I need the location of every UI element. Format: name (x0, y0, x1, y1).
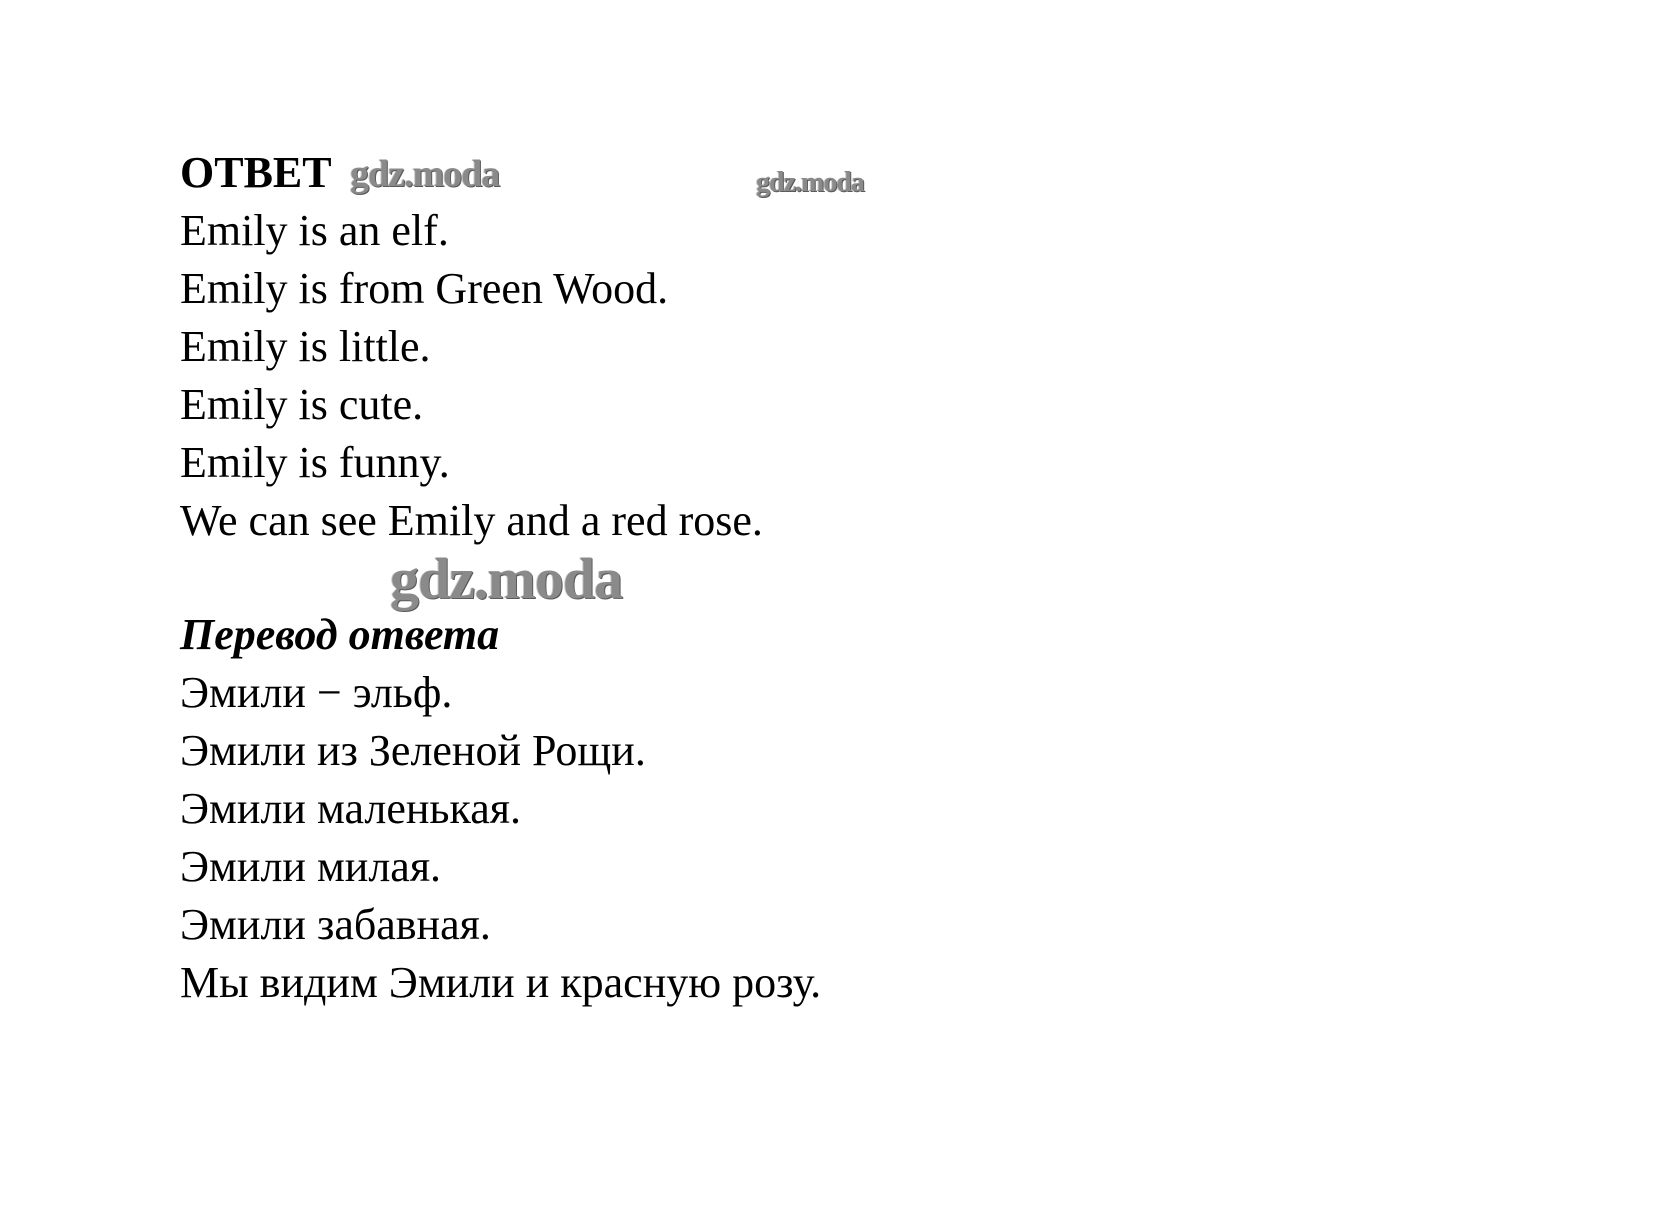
translation-line: Эмили маленькая. (180, 784, 521, 833)
answer-line: Emily is funny. (180, 438, 450, 487)
translation-line: Эмили забавная. (180, 900, 491, 949)
translation-line: Эмили милая. (180, 842, 442, 891)
watermark-logo: gdz.moda (350, 153, 500, 195)
watermark-logo: gdz.moda (756, 167, 864, 198)
translation-line: Эмили − эльф. (180, 668, 453, 717)
translation-heading: Перевод ответа (180, 610, 500, 659)
answer-line: Emily is little. (180, 322, 431, 371)
translation-line: Мы видим Эмили и красную розу. (180, 958, 822, 1007)
translation-section (180, 606, 821, 1012)
answer-line: We can see Emily and a red rose. (180, 496, 763, 545)
answer-line: Emily is cute. (180, 380, 424, 429)
answer-heading: ОТВЕТ (180, 148, 332, 197)
answer-line: Emily is from Green Wood. (180, 264, 669, 313)
translation-line: Эмили из Зеленой Рощи. (180, 726, 646, 775)
answer-line: Emily is an elf. (180, 206, 449, 255)
watermark-logo: gdz.moda (390, 546, 623, 611)
answer-section (180, 144, 763, 550)
